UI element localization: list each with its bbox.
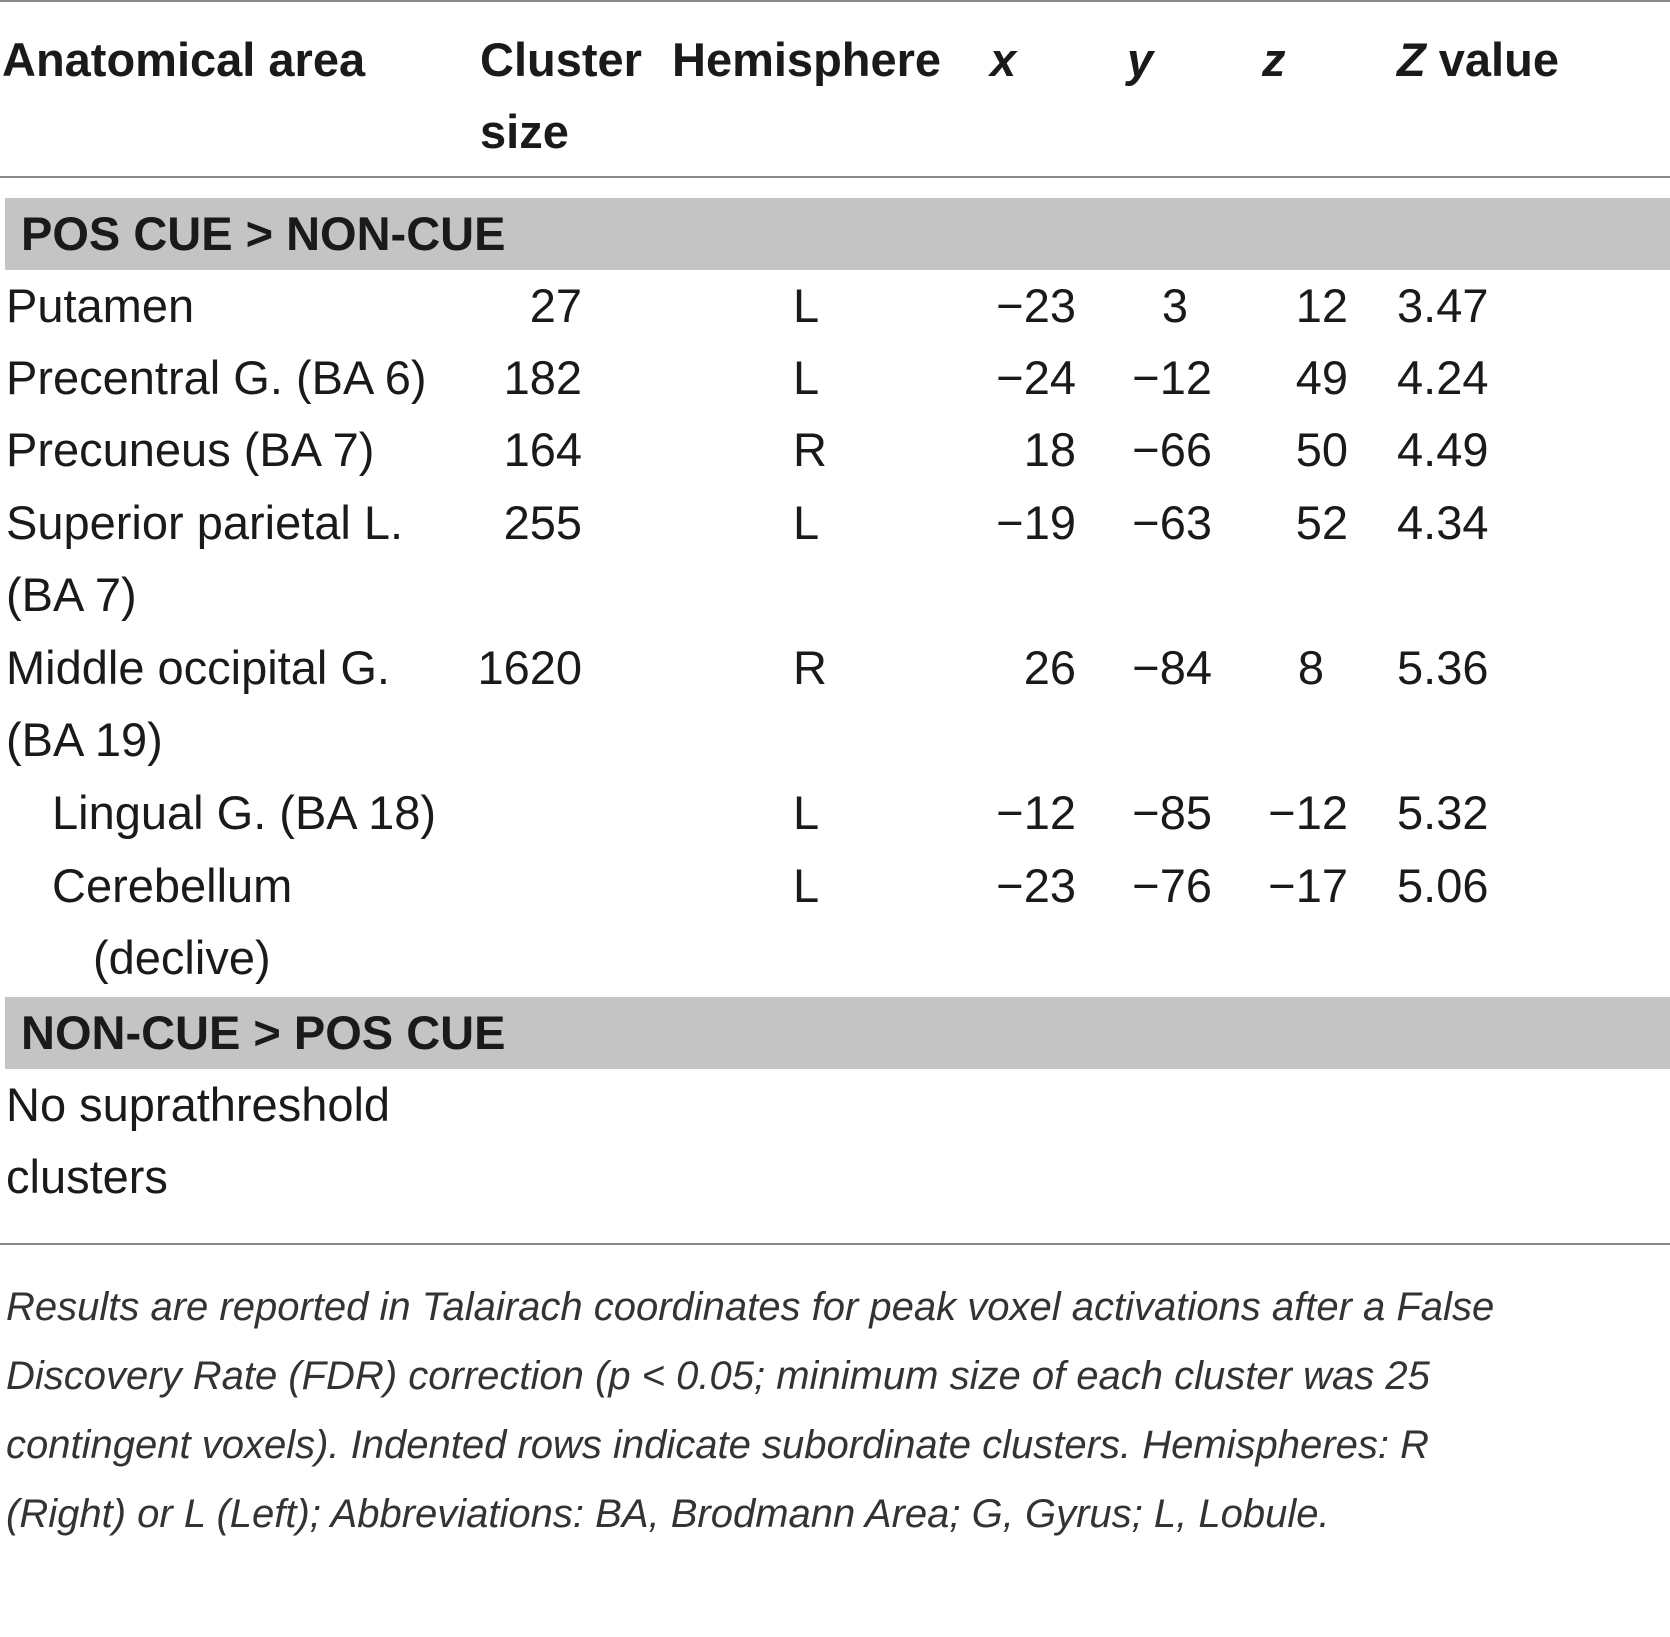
footnote-line: Results are reported in Talairach coordinates for peak voxel activations after a False — [6, 1285, 1495, 1329]
table-footnote — [6, 1273, 1670, 1549]
cell-area-line2: clusters — [6, 1150, 168, 1203]
cell-x: −12 — [996, 786, 1076, 839]
column-header-anatomical-area: Anatomical area — [2, 33, 366, 86]
cell-cluster: 27 — [529, 279, 582, 332]
cell-x: −23 — [996, 279, 1076, 332]
cell-y: −66 — [1132, 423, 1212, 476]
cell-y: −76 — [1132, 859, 1212, 912]
cell-area — [52, 850, 292, 994]
table-bottom-rule — [0, 1243, 1670, 1245]
cell-area: Precuneus (BA 7) — [6, 423, 375, 476]
cell-area-line1: Superior parietal L. — [6, 496, 404, 549]
cell-z: 49 — [1295, 351, 1348, 404]
cell-x: 26 — [1023, 641, 1076, 694]
column-header-y: y — [1127, 33, 1154, 86]
cell-area-line2: (declive) — [93, 931, 271, 984]
header-bottom-rule — [0, 176, 1670, 178]
section-band-pos-cue — [5, 198, 1670, 270]
column-header-z-value-italic: Z — [1397, 33, 1426, 86]
cell-cluster: 164 — [503, 423, 582, 476]
cell-y: −12 — [1132, 351, 1212, 404]
cell-area — [6, 487, 403, 631]
cell-area-line1: No suprathreshold — [6, 1078, 391, 1131]
cell-hemisphere: L — [793, 279, 820, 332]
cell-y: 3 — [1161, 279, 1188, 332]
cell-z-value: 5.06 — [1397, 859, 1489, 912]
cell-area-line2: (BA 19) — [6, 713, 163, 766]
cell-z-value: 5.36 — [1397, 641, 1489, 694]
footnote-line: Discovery Rate (FDR) correction (p < 0.05; minimum size of each cluster was 25 — [6, 1354, 1430, 1398]
cell-cluster: 182 — [503, 351, 582, 404]
cell-z-value: 4.49 — [1397, 423, 1489, 476]
cell-area-line2: (BA 7) — [6, 568, 137, 621]
column-header-z-value — [1397, 24, 1559, 96]
table-top-rule — [0, 0, 1670, 2]
cell-z: 12 — [1295, 279, 1348, 332]
section-band-non-cue — [5, 997, 1670, 1069]
column-header-z: z — [1262, 33, 1286, 86]
cell-cluster: 1620 — [477, 641, 582, 694]
cell-hemisphere: L — [793, 496, 820, 549]
cell-z: 8 — [1297, 641, 1324, 694]
section-title: NON-CUE > POS CUE — [21, 1006, 506, 1059]
cell-y: −84 — [1132, 641, 1212, 694]
cell-hemisphere: L — [793, 859, 820, 912]
column-header-cluster-line1: Cluster — [480, 33, 642, 86]
cell-area — [6, 1069, 390, 1213]
cell-y: −85 — [1132, 786, 1212, 839]
section-title: POS CUE > NON-CUE — [21, 207, 506, 260]
cell-area: Putamen — [6, 279, 195, 332]
column-header-hemisphere: Hemisphere — [672, 33, 942, 86]
cell-area: Precentral G. (BA 6) — [6, 351, 427, 404]
column-header-z-value-rest: value — [1438, 33, 1559, 86]
column-header-cluster-line2: size — [480, 105, 569, 158]
cell-z-value: 3.47 — [1397, 279, 1489, 332]
footnote-line: contingent voxels). Indented rows indicate subordinate clusters. Hemispheres: R — [6, 1423, 1429, 1467]
cell-x: −24 — [996, 351, 1076, 404]
cell-x: 18 — [1023, 423, 1076, 476]
cell-area — [6, 632, 390, 776]
cell-hemisphere: R — [793, 423, 827, 476]
cell-hemisphere: L — [793, 351, 820, 404]
cell-z: −17 — [1268, 859, 1348, 912]
cell-hemisphere: L — [793, 786, 820, 839]
cell-area: Lingual G. (BA 18) — [52, 786, 437, 839]
cell-z: 52 — [1295, 496, 1348, 549]
column-header-cluster-size — [480, 24, 642, 168]
footnote-line: (Right) or L (Left); Abbreviations: BA, Brodmann Area; G, Gyrus; L, Lobule. — [6, 1492, 1330, 1536]
cell-z: 50 — [1295, 423, 1348, 476]
cell-x: −23 — [996, 859, 1076, 912]
cell-z-value: 4.24 — [1397, 351, 1489, 404]
cell-x: −19 — [996, 496, 1076, 549]
cell-z-value: 4.34 — [1397, 496, 1489, 549]
cell-area-line1: Middle occipital G. — [6, 641, 390, 694]
cell-hemisphere: R — [793, 641, 827, 694]
column-header-x: x — [990, 33, 1017, 86]
cell-z: −12 — [1268, 786, 1348, 839]
cell-cluster: 255 — [503, 496, 582, 549]
cell-area-line1: Cerebellum — [52, 859, 293, 912]
cell-y: −63 — [1132, 496, 1212, 549]
cell-z-value: 5.32 — [1397, 786, 1489, 839]
